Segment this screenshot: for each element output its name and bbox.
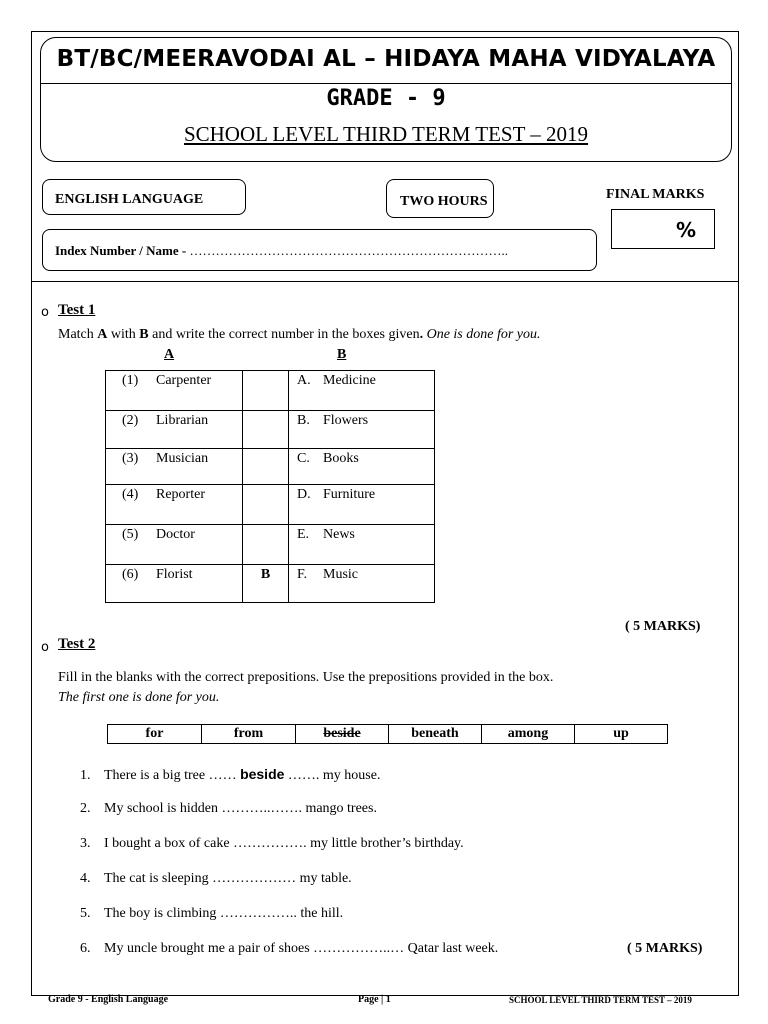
final-marks-box[interactable]: %	[611, 209, 715, 249]
preposition-word: up	[575, 725, 668, 744]
preposition-word: from	[202, 725, 296, 744]
table-row: (3) Musician C. Books	[106, 449, 435, 485]
preposition-word: for	[108, 725, 202, 744]
answer-box[interactable]: B	[243, 565, 289, 603]
question-3: 3. I bought a box of cake ……………. my little brother’s birthday.	[80, 836, 464, 851]
footer-left: Grade 9 - English Language	[48, 994, 169, 1005]
question-1: 1. There is a big tree …… beside ……. my house.	[80, 766, 381, 783]
answer-box[interactable]	[243, 411, 289, 449]
final-marks-label: FINAL MARKS	[606, 187, 705, 202]
test1-marks: ( 5 MARKS)	[625, 619, 701, 634]
footer-right: SCHOOL LEVEL THIRD TERM TEST – 2019	[509, 995, 692, 1005]
test2-title: Test 2	[58, 636, 96, 652]
question-6: 6. My uncle brought me a pair of shoes ……………..… Qatar last week.	[80, 941, 499, 956]
answer-box[interactable]	[243, 371, 289, 411]
test2-instruction: Fill in the blanks with the correct prepositions. Use the prepositions provided in the box.	[58, 670, 554, 685]
answer-box[interactable]	[243, 525, 289, 565]
answer-box[interactable]	[243, 485, 289, 525]
test1-bullet: o	[41, 305, 49, 320]
filled-answer: beside	[240, 766, 285, 782]
footer-page-number: Page | 1	[358, 994, 391, 1005]
header-separator	[31, 281, 738, 282]
table-row: (6) Florist B F. Music	[106, 565, 435, 603]
header-divider	[40, 83, 731, 84]
index-dots: ………………………………………………………………..	[189, 243, 508, 258]
table-row: (4) Reporter D. Furniture	[106, 485, 435, 525]
test2-instruction-italic: The first one is done for you.	[58, 690, 220, 705]
preposition-word: beneath	[389, 725, 482, 744]
question-2: 2. My school is hidden ………..……. mango trees.	[80, 801, 377, 816]
column-a-heading: A	[164, 347, 175, 362]
term-title: SCHOOL LEVEL THIRD TERM TEST – 2019	[183, 122, 589, 146]
subject-box: ENGLISH LANGUAGE	[42, 179, 246, 215]
question-4: 4. The cat is sleeping ……………… my table.	[80, 871, 352, 886]
matching-table	[105, 370, 435, 603]
index-name-field[interactable]	[42, 229, 597, 271]
answer-box[interactable]	[243, 449, 289, 485]
preposition-box	[107, 724, 668, 744]
duration-box: TWO HOURS	[386, 179, 494, 218]
test2-bullet: o	[41, 640, 49, 655]
test1-instruction: Match A with B and write the correct number in the boxes given. One is done for you.	[58, 327, 541, 342]
table-row: (5) Doctor E. News	[106, 525, 435, 565]
column-b-heading: B	[337, 347, 347, 362]
preposition-word: among	[482, 725, 575, 744]
index-label: Index Number / Name -	[55, 243, 190, 258]
question-5: 5. The boy is climbing …………….. the hill.	[80, 906, 344, 921]
test2-marks: ( 5 MARKS)	[627, 941, 703, 956]
test1-title: Test 1	[58, 302, 96, 318]
school-name: BT/BC/MEERAVODAI AL – HIDAYA MAHA VIDYALAYA	[56, 46, 716, 72]
table-row: (1) Carpenter A. Medicine	[106, 371, 435, 411]
preposition-word-crossed: beside	[296, 725, 389, 744]
table-row: (2) Librarian B. Flowers	[106, 411, 435, 449]
grade-title: GRADE - 9	[326, 86, 446, 111]
